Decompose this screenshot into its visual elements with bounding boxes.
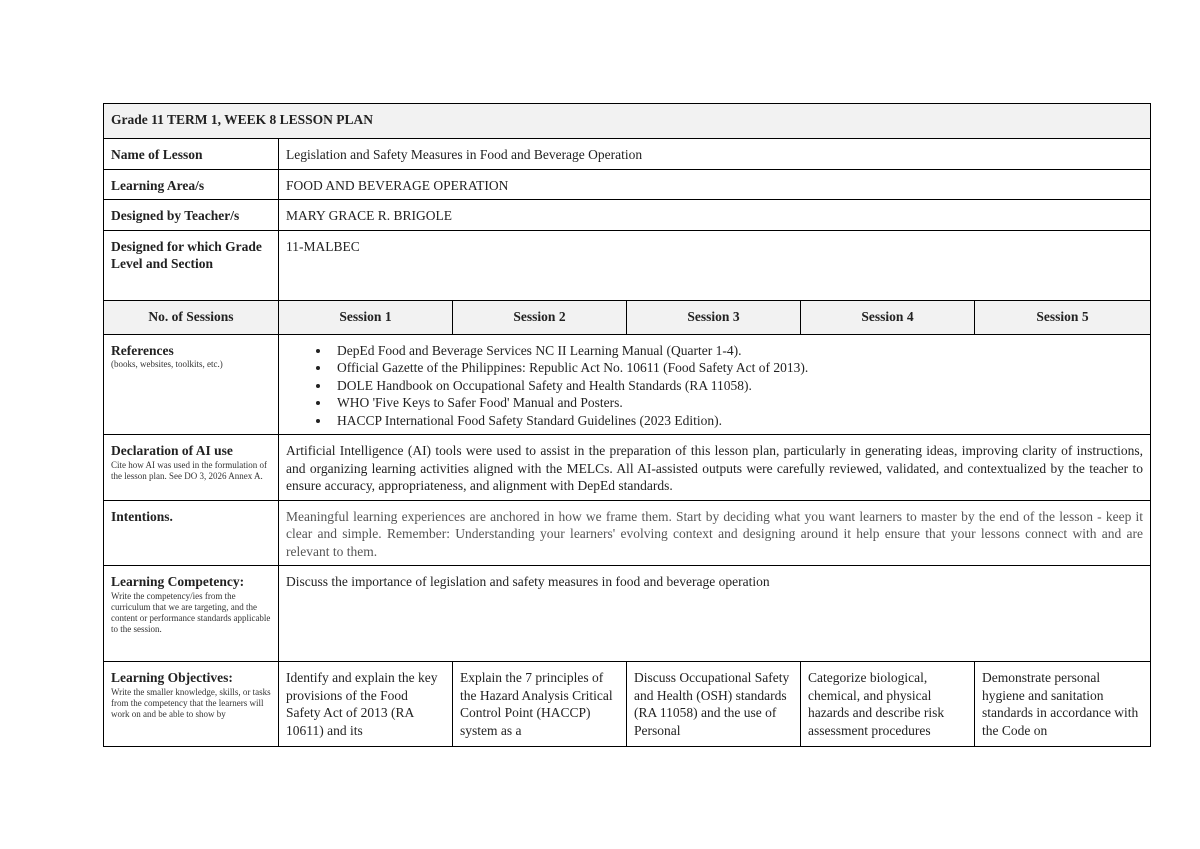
- references-row: [104, 334, 1151, 435]
- competency-row: [104, 566, 1151, 662]
- references-label-cell: [104, 334, 279, 435]
- grade-section-label: Designed for which Grade Level and Section: [104, 230, 279, 300]
- objective-session-2: [453, 662, 627, 747]
- ai-use-row: [104, 435, 1151, 501]
- reference-item: • HACCP International Food Safety Standard Guidelines (2023 Edition).: [331, 412, 1143, 430]
- objective-text: Discuss Occupational Safety and Health (OSH) standards (RA 11058) and the use of Personal: [634, 670, 790, 738]
- objectives-label-cell: [104, 662, 279, 747]
- objective-text: Categorize biological, chemical, and physical hazards and describe risk assessment procedures: [808, 670, 945, 738]
- objective-session-4: [801, 662, 975, 747]
- references-value: [279, 334, 1151, 435]
- sessions-row: [104, 300, 1151, 334]
- ai-use-label: Declaration of AI use: [111, 443, 233, 458]
- objectives-row: [104, 662, 1151, 747]
- grade-section-value: 11-MALBEC: [279, 230, 1151, 300]
- objective-text: Explain the 7 principles of the Hazard Analysis Critical Control Point (HACCP) system as a: [460, 670, 613, 738]
- intentions-label: Intentions.: [104, 500, 279, 566]
- session-1-header: Session 1: [279, 300, 453, 334]
- ai-use-label-cell: [104, 435, 279, 501]
- learning-area-row: [104, 169, 1151, 200]
- sessions-label: No. of Sessions: [104, 300, 279, 334]
- objectives-label-clip: [111, 669, 271, 741]
- objective-text: Identify and explain the key provisions of the Food Safety Act of 2013 (RA 10611) and its: [286, 670, 438, 738]
- reference-item: • DepEd Food and Beverage Services NC II Learning Manual (Quarter 1-4).: [331, 342, 1143, 360]
- objective-text: Demonstrate personal hygiene and sanitation standards in accordance with the Code on: [982, 670, 1139, 738]
- lesson-name-row: [104, 139, 1151, 170]
- competency-label-cell: [104, 566, 279, 662]
- title-row: [104, 104, 1151, 139]
- reference-item: • WHO 'Five Keys to Safer Food' Manual and Posters.: [331, 394, 1143, 412]
- ai-use-value: Artificial Intelligence (AI) tools were used to assist in the preparation of this lesson plan, particularly in generating ideas, improving clarity of instructions, and organizing learning activities aligned with the MELCs. All AI-assisted outputs were carefully reviewed, validated, and contextualized by the teacher to ensure accuracy, appropriateness, and alignment with DepEd standards.: [279, 435, 1151, 501]
- teacher-value: MARY GRACE R. BRIGOLE: [279, 200, 1151, 231]
- lesson-plan-table: [103, 103, 1151, 747]
- session-2-header: Session 2: [453, 300, 627, 334]
- references-list: [286, 342, 1143, 430]
- competency-label: Learning Competency:: [111, 574, 245, 589]
- intentions-row: [104, 500, 1151, 566]
- references-label: References: [111, 342, 174, 358]
- session-5-header: Session 5: [975, 300, 1151, 334]
- lesson-plan-title: Grade 11 TERM 1, WEEK 8 LESSON PLAN: [104, 104, 1151, 139]
- ai-use-hint: Cite how AI was used in the formulation of the lesson plan. See DO 3, 2026 Annex A.: [111, 459, 267, 481]
- intentions-value: Meaningful learning experiences are anchored in how we frame them. Start by deciding what you want learners to master by the end of the lesson - keep it clear and simple. Remember: Understanding your learners' evolving context and designing around it help ensure that your lessons connect with and are relevant to them.: [279, 500, 1151, 566]
- session-4-header: Session 4: [801, 300, 975, 334]
- learning-area-label: Learning Area/s: [104, 169, 279, 200]
- reference-item: • DOLE Handbook on Occupational Safety and Health Standards (RA 11058).: [331, 377, 1143, 395]
- grade-section-row: [104, 230, 1151, 300]
- learning-area-value: FOOD AND BEVERAGE OPERATION: [279, 169, 1151, 200]
- competency-value: Discuss the importance of legislation and safety measures in food and beverage operation: [279, 566, 1151, 662]
- lesson-name-label: Name of Lesson: [104, 139, 279, 170]
- reference-item: • Official Gazette of the Philippines: Republic Act No. 10611 (Food Safety Act of 2013).: [331, 359, 1143, 377]
- competency-hint: Write the competency/ies from the curriculum that we are targeting, and the content or performance standards applicable to the session.: [111, 590, 271, 634]
- objective-session-5: [975, 662, 1151, 747]
- objectives-hint: Write the smaller knowledge, skills, or tasks from the competency that the learners will work on and be able to show by: [111, 686, 271, 719]
- lesson-name-value: Legislation and Safety Measures in Food and Beverage Operation: [279, 139, 1151, 170]
- references-hint: (books, websites, toolkits, etc.): [111, 359, 223, 369]
- teacher-label: Designed by Teacher/s: [104, 200, 279, 231]
- objective-session-1: [279, 662, 453, 747]
- objective-session-3: [627, 662, 801, 747]
- objectives-label: Learning Objectives:: [111, 670, 233, 685]
- teacher-row: [104, 200, 1151, 231]
- session-3-header: Session 3: [627, 300, 801, 334]
